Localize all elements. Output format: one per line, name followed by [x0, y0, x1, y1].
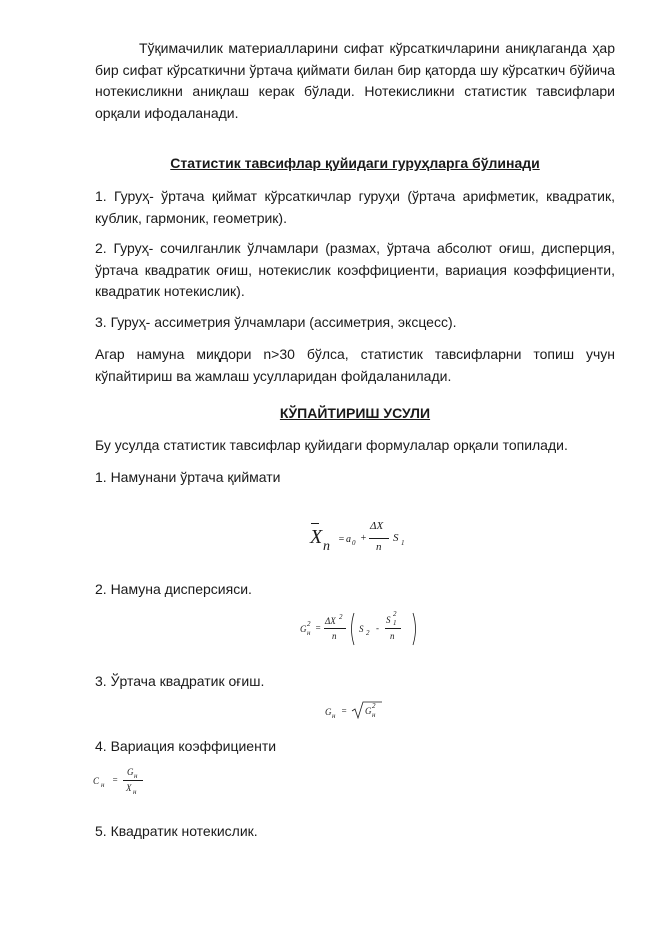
- fraction-bar: [385, 628, 401, 629]
- formula-sample-variance: [298, 608, 418, 654]
- formula2-den2: n: [390, 631, 395, 641]
- fraction-bar: [324, 628, 346, 629]
- group-2-item: 2. Гуруҳ- сочилганлик ўлчамлари (размах, ўртача абсолют оғиш, дисперция, ўртача квадратик оғиш, нотекислик коэффициенти, вариация коэффициенти, квадратик нотекислик).: [95, 240, 615, 299]
- formula2-lhs-sub: н: [307, 629, 311, 637]
- formula2-num-sup: 2: [339, 613, 343, 621]
- step-1-label: 1. Намунани ўртача қиймати: [95, 469, 281, 485]
- formula1-lhs: X: [310, 526, 323, 548]
- formula4-num: G: [127, 767, 134, 777]
- formula-standard-deviation: [325, 700, 395, 724]
- formula1-plus: +: [360, 533, 367, 544]
- formula3-rad-sup: 2: [372, 702, 376, 710]
- formula2-s2: S: [359, 624, 364, 634]
- formula2-s1-sup: 2: [393, 610, 397, 618]
- group-3-item: 3. Гуруҳ- ассиметрия ўлчамлари (ассиметрия, эксцесс).: [95, 314, 457, 330]
- formula1-a: a: [346, 534, 351, 545]
- method-intro-paragraph: Бу усулда статистик тавсифлар қуйидаги формулалар орқали топилади.: [95, 437, 568, 453]
- formula2-num: ΔX: [325, 616, 336, 626]
- intro-paragraph: Тўқимачилик материалларини сифат кўрсаткичларини аниқлаганда ҳар бир сифат кўрсаткични ўртача қиймати билан бир қаторда шу кўрсаткич бўйича нотекисликни аниқлаш керак бўлади. Нотекисликни статистик тавсифлари орқали ифодаланади.: [95, 40, 615, 121]
- formula1-num: ΔX: [370, 520, 384, 532]
- formula4-eq: =: [112, 775, 119, 785]
- formula3-lhs: G: [325, 707, 332, 717]
- heading-multiplication-method: КЎПАЙТИРИШ УСУЛИ: [279, 405, 431, 421]
- formula3-eq: =: [341, 706, 348, 716]
- formula-sample-mean: [300, 520, 420, 570]
- formula2-eq: =: [315, 623, 322, 633]
- formula1-a-sub: 0: [352, 539, 356, 547]
- formula2-lhs: G: [300, 624, 307, 634]
- formula3-rad-sub: н: [372, 711, 376, 719]
- group-1-item: 1. Гуруҳ- ўртача қиймат кўрсаткичлар гуруҳи (ўртача арифметик, квадратик, кублик, гармоник, геометрик).: [95, 188, 615, 226]
- formula1-s: S: [393, 532, 399, 544]
- formula-variation-coefficient: [93, 764, 163, 800]
- formula1-eq: =: [338, 534, 345, 545]
- formula3-rad: G: [365, 706, 372, 716]
- step-3-label: 3. Ўртача квадратик оғиш.: [95, 673, 265, 689]
- fraction-bar: [123, 780, 143, 781]
- formula4-num-sub: н: [134, 772, 138, 780]
- sample-size-paragraph: Агар намуна миқдори n>30 бўлса, статистик тавсифларни топиш учун кўпайтириш ва жамлаш усулларидан фойдаланилади.: [95, 346, 615, 384]
- heading-statistical-groups: Статистик тавсифлар қуйидаги гуруҳларга бўлинади: [170, 155, 540, 171]
- step-2-label: 2. Намуна дисперсияси.: [95, 581, 252, 597]
- step-5-label: 5. Квадратик нотекислик.: [95, 823, 258, 839]
- formula1-s-sub: 1: [401, 539, 405, 547]
- formula4-den: X: [126, 783, 132, 793]
- fraction-bar: [369, 538, 389, 539]
- formula4-lhs-sub: н: [101, 781, 105, 789]
- formula1-lhs-sub: n: [323, 539, 330, 554]
- formula2-lhs-sup: 2: [307, 620, 311, 628]
- formula4-den-sub: н: [133, 788, 137, 796]
- formula2-den: n: [332, 631, 337, 641]
- formula4-lhs: C: [93, 776, 100, 786]
- formula2-s1-sub: 1: [393, 619, 397, 627]
- overbar-line: [311, 523, 319, 524]
- formula2-s2-sub: 2: [366, 629, 370, 637]
- step-4-label: 4. Вариация коэффициенти: [95, 738, 277, 754]
- formula3-lhs-sub: н: [332, 712, 336, 720]
- formula1-den: n: [376, 541, 382, 553]
- formula2-s1: S: [386, 615, 391, 625]
- formula2-minus: -: [376, 623, 379, 633]
